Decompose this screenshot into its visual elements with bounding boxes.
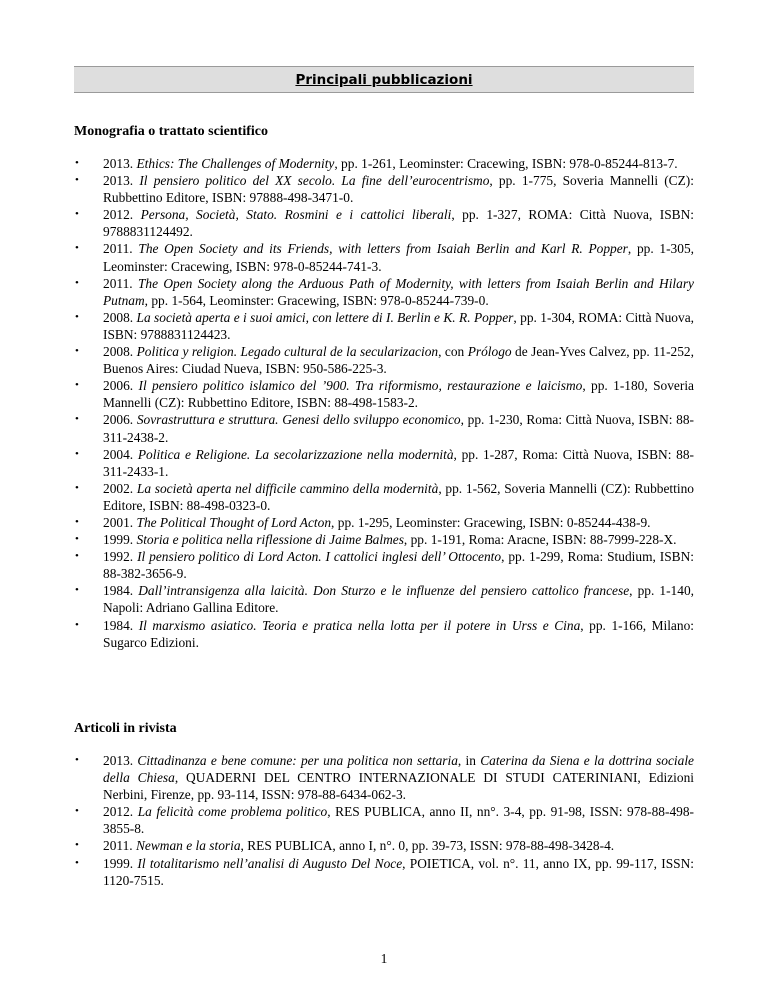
publication-item xyxy=(74,855,694,889)
publication-rest: , pp. 1-299, Roma: Studium, ISBN: 88-382-3656-9. xyxy=(103,549,694,582)
publication-year: 2008. xyxy=(103,309,134,325)
publication-title: Dall’intransigenza alla laicità. Don Sturzo e le influenze del pensiero cattolico francese xyxy=(138,583,630,599)
publication-rest: , pp. 1-305, Leominster: Cracewing, ISBN: 978-0-85244-741-3. xyxy=(103,241,694,274)
publication-item xyxy=(74,480,694,514)
publication-year: 2011. xyxy=(103,838,133,854)
publication-item xyxy=(74,752,694,803)
publication-item xyxy=(74,377,694,411)
publication-year: 2013. xyxy=(103,753,134,768)
publication-item xyxy=(74,582,694,616)
publication-rest: , pp. 1-327, ROMA: Città Nuova, ISBN: 9788831124492. xyxy=(103,207,694,240)
page-number: 1 xyxy=(380,951,388,966)
publication-item xyxy=(74,837,694,854)
publication-year: 1984. xyxy=(103,617,134,633)
publication-title: La società aperta nel difficile cammino della modernità xyxy=(136,480,439,496)
publication-title2: Prólogo xyxy=(467,344,512,360)
publication-rest: , pp. 1-191, Roma: Aracne, ISBN: 88-7999-228-X. xyxy=(403,532,677,548)
publication-title: Il pensiero politico del XX secolo. La fine dell’eurocentrismo xyxy=(139,173,490,189)
publication-title: Cittadinanza e bene comune: per una politica non settaria xyxy=(137,753,458,768)
monografie-list xyxy=(74,155,694,651)
banner-title: Principali pubblicazioni xyxy=(295,71,473,88)
publication-item xyxy=(74,531,694,548)
publication-item xyxy=(74,617,694,651)
publication-title: The Open Society along the Arduous Path of Modernity, with letters from Isaiah Berlin and Hilary Putnam xyxy=(103,275,694,308)
publication-title: Storia e politica nella riflessione di Jaime Balmes xyxy=(136,532,404,548)
publication-year: 2008. xyxy=(103,344,134,360)
publication-rest: , pp. 1-775, Soveria Mannelli (CZ): Rubbettino Editore, ISBN: 97888-498-3471-0. xyxy=(103,173,694,206)
publication-year: 2006. xyxy=(103,412,134,428)
publication-title: Il totalitarismo nell’analisi di Augusto Del Noce xyxy=(137,855,403,871)
publication-rest: , pp. 1-230, Roma: Città Nuova, ISBN: 88-311-2438-2. xyxy=(103,412,694,445)
publication-title2: Caterina da Siena e la dottrina sociale della Chiesa xyxy=(103,753,694,786)
publication-rest: , RES PUBLICA, anno I, n°. 0, pp. 39-73, ISSN: 978-88-498-3428-4. xyxy=(240,838,615,854)
publication-rest: , POIETICA, vol. n°. 11, anno IX, pp. 99-117, ISSN: 1120-7515. xyxy=(103,855,694,888)
publication-item xyxy=(74,411,694,445)
publication-title: Sovrastruttura e struttura. Genesi dello sviluppo economico xyxy=(136,412,461,428)
publication-title: Il marxismo asiatico. Teoria e pratica nella lotta per il potere in Urss e Cina xyxy=(138,617,581,633)
publication-item xyxy=(74,343,694,377)
publication-rest: , pp. 1-140, Napoli: Adriano Gallina Editore. xyxy=(103,583,694,616)
publication-year: 2002. xyxy=(103,480,134,496)
publication-title: Ethics: The Challenges of Modernity xyxy=(136,156,335,171)
publication-rest: , pp. 1-261, Leominster: Cracewing, ISBN: 978-0-85244-813-7. xyxy=(334,156,678,171)
publication-rest: , RES PUBLICA, anno II, nn°. 3-4, pp. 91-98, ISSN: 978-88-498-3855-8. xyxy=(103,804,694,837)
publication-rest: , pp. 1-564, Leominster: Gracewing, ISBN: 978-0-85244-739-0. xyxy=(144,292,489,308)
publication-year: 2012. xyxy=(103,804,134,820)
section-heading-monografie: Monografia o trattato scientifico xyxy=(74,124,268,139)
articoli-list xyxy=(74,752,694,889)
publication-item xyxy=(74,275,694,309)
publication-title: The Open Society and its Friends, with letters from Isaiah Berlin and Karl R. Popper xyxy=(138,241,628,257)
publication-item xyxy=(74,514,694,531)
publication-rest: , pp. 1-287, Roma: Città Nuova, ISBN: 88-311-2433-1. xyxy=(103,446,694,479)
publication-title: La società aperta e i suoi amici, con lettere di I. Berlin e K. R. Popper xyxy=(136,309,514,325)
publication-rest: , con xyxy=(438,344,468,360)
publication-item xyxy=(74,548,694,582)
publication-rest2: de Jean-Yves Calvez, pp. 11-252, Buenos Aires: Ciudad Nueva, ISBN: 950-586-225-3. xyxy=(103,344,694,377)
publication-title: La felicità come problema politico xyxy=(137,804,328,820)
publication-item xyxy=(74,446,694,480)
publication-item xyxy=(74,172,694,206)
publication-year: 1999. xyxy=(103,855,134,871)
publication-rest: , pp. 1-166, Milano: Sugarco Edizioni. xyxy=(103,617,694,650)
publication-year: 1999. xyxy=(103,532,134,548)
publication-year: 2001. xyxy=(103,514,134,530)
publication-title: Il pensiero politico islamico del ’900. Tra riformismo, restaurazione e laicismo xyxy=(138,378,583,394)
publication-rest: , pp. 1-562, Soveria Mannelli (CZ): Rubbettino Editore, ISBN: 88-498-0323-0. xyxy=(103,480,694,513)
publication-title: Politica e Religione. La secolarizzazione nella modernità xyxy=(137,446,454,462)
publication-year: 2011. xyxy=(103,241,133,257)
publication-year: 2006. xyxy=(103,378,134,394)
publication-title: The Political Thought of Lord Acton xyxy=(136,514,332,530)
publication-title: Politica y religion. Legado cultural de la secularizacion xyxy=(136,344,439,360)
publication-title: Persona, Società, Stato. Rosmini e i cattolici liberali xyxy=(140,207,452,223)
publication-year: 2004. xyxy=(103,446,134,462)
section-heading-articoli: Articoli in rivista xyxy=(74,721,177,736)
publication-rest2: , QUADERNI DEL CENTRO INTERNAZIONALE DI STUDI CATERINIANI, Edizioni Nerbini, Firenze, pp. 93-114, ISSN: 978-88-6434-062-3. xyxy=(103,770,694,803)
publication-year: 2012. xyxy=(103,207,134,223)
publication-title: Il pensiero politico di Lord Acton. I cattolici inglesi dell’ Ottocento xyxy=(137,549,502,565)
publication-year: 2011. xyxy=(103,275,133,291)
publication-year: 1984. xyxy=(103,583,134,599)
publication-item xyxy=(74,206,694,240)
publication-year: 2013. xyxy=(103,156,134,171)
publication-year: 2013. xyxy=(103,173,134,189)
publication-title: Newman e la storia xyxy=(136,838,241,854)
publication-rest: , pp. 1-295, Leominster: Gracewing, ISBN: 0-85244-438-9. xyxy=(331,514,651,530)
publication-rest: , pp. 1-180, Soveria Mannelli (CZ): Rubbettino Editore, ISBN: 88-498-1583-2. xyxy=(103,378,694,411)
publication-rest: , in xyxy=(457,753,481,768)
publication-item xyxy=(74,155,694,172)
section-banner xyxy=(74,66,694,93)
publication-item xyxy=(74,240,694,274)
publication-year: 1992. xyxy=(103,549,134,565)
publication-item xyxy=(74,309,694,343)
publication-rest: , pp. 1-304, ROMA: Città Nuova, ISBN: 9788831124423. xyxy=(103,309,694,342)
publication-item xyxy=(74,803,694,837)
